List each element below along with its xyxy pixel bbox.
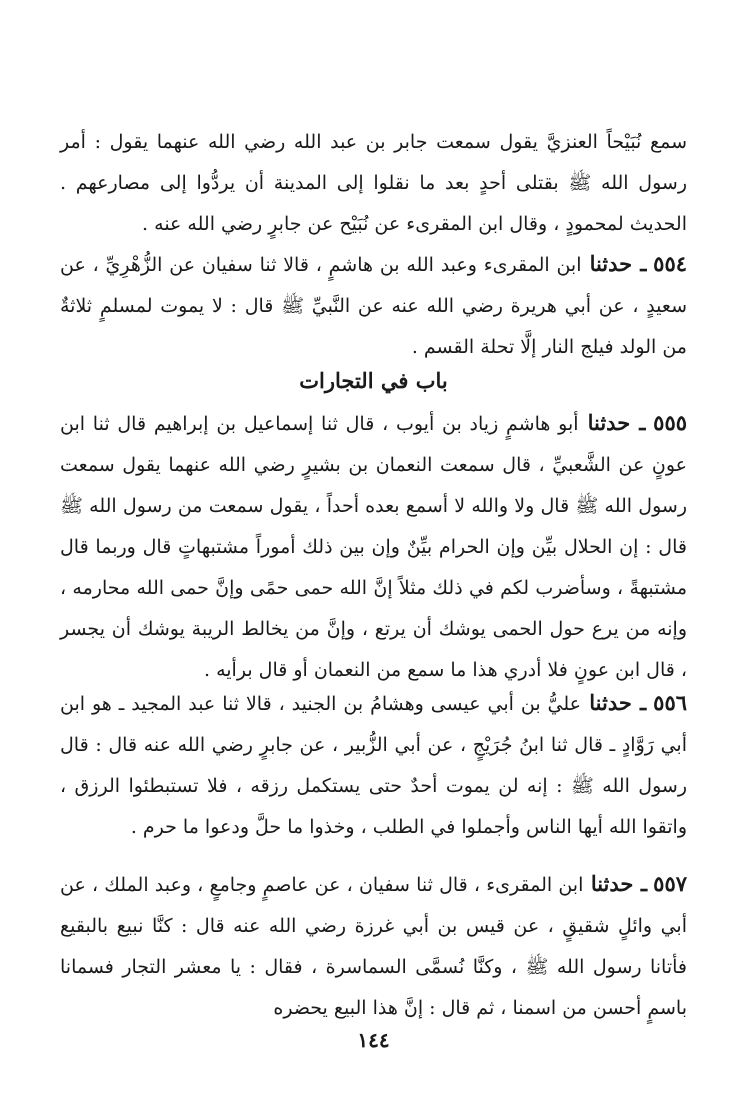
hadith-number: ٥٥٧ — [653, 871, 688, 896]
hadith-557-body — [60, 863, 687, 1029]
hadith-554-body — [60, 243, 687, 368]
page-number: ١٤٤ — [357, 1028, 390, 1052]
hadith-554 — [60, 243, 687, 368]
hadith-556 — [60, 682, 687, 848]
hadith-text: ابن المقرىء ، قال ثنا سفيان ، عن عاصمٍ وجامعٍ ، وعبد الملك ، عن أبي وائلٍ شقيقٍ ، عن قيس بن أبي غرزة رضي الله عنه قال : كنَّا نبيع بالبقيع فأتانا رسول الله ﷺ ، وكنَّا نُسمَّى السماسرة ، فقال : يا معشر التجار فسمانا باسمٍ أحسن من اسمنا ، ثم قال : إنَّ هذا البيع يحضره — [60, 874, 687, 1019]
hadith-text: ابن المقرىء وعبد الله بن هاشمٍ ، قالا ثنا سفيان عن الزُّهْرِيِّ ، عن سعيدٍ ، عن أبي هريرة رضي الله عنه عن النَّبيِّ ﷺ قال : لا يموت لمسلمٍ ثلاثةٌ من الولد فيلج النار إلَّا تحلة القسم . — [60, 254, 687, 358]
hadith-number: ٥٥٦ — [653, 690, 688, 715]
hadith-keyword-text: حدثنا — [589, 690, 632, 715]
hadith-557 — [60, 863, 687, 1029]
hadith-keyword-text: حدثنا — [590, 871, 634, 896]
hadith-text: أبو هاشمٍ زياد بن أيوب ، قال ثنا إسماعيل بن إبراهيم قال ثنا ابن عونٍ عن الشَّعبيِّ ، قال سمعت النعمان بن بشيرٍ رضي الله عنهما يقول سمعت رسول الله ﷺ قال ولا والله لا أسمع بعده أحداً ، يقول سمعت من رسول الله ﷺ قال : إن الحلال بيِّن وإن الحرام بيِّنٌ وإن بين ذلك أموراً مشتبهاتٍ قال وربما قال مشتبهةً ، وسأضرب لكم في ذلك مثلاً إنَّ الله حمى حمًى وإنَّ حمى الله محارمه ، وإنه من يرع حول الحمى يوشك أن يرتع ، وإنَّ من يخالط الريبة يوشك أن يجسر ، قال ابن عونٍ فلا أدري هذا ما سمع من النعمان أو قال برأيه . — [60, 413, 687, 681]
hadith-555 — [60, 402, 687, 691]
hadith-555-body — [60, 402, 687, 691]
hadith-keyword: ـ حدثنا — [589, 690, 647, 715]
hadith-keyword: ـ حدثنا — [589, 251, 647, 276]
paragraph-text: سمع نُبَيْحاً العنزيَّ يقول سمعت جابر بن عبد الله رضي الله عنهما يقول : أمر رسول الله ﷺ بقتلى أحدٍ بعد ما نقلوا إلى المدينة أن يردُّوا إلى مصارعهم . الحديث لمحمودٍ ، وقال ابن المقرىء عن نُبَيْح عن جابرٍ رضي الله عنه . — [60, 131, 687, 235]
hadith-number: ٥٥٤ — [653, 251, 688, 276]
hadith-keyword: ـ حدثنا — [587, 410, 646, 435]
hadith-keyword-text: حدثنا — [587, 410, 631, 435]
hadith-keyword: ـ حدثنا — [590, 871, 647, 896]
hadith-556-body — [60, 682, 687, 848]
hadith-keyword-text: حدثنا — [589, 251, 633, 276]
hadith-text: عليُّ بن أبي عيسى وهشامُ بن الجنيد ، قالا ثنا عبد المجيد ـ هو ابن أبي رَوَّادٍ ـ قال ثنا ابنُ جُرَيْجٍ ، عن أبي الزُّبير ، عن جابرٍ رضي الله عنه قال : قال رسول الله ﷺ : إنه لن يموت أحدٌ حتى يستكمل رزقه ، فلا تستبطئوا الرزق ، واتقوا الله أيها الناس وأجملوا في الطلب ، وخذوا ما حلَّ ودعوا ما حرم . — [60, 693, 687, 838]
paragraph-intro — [60, 122, 687, 245]
hadith-number: ٥٥٥ — [653, 410, 688, 435]
section-heading: باب في التجارات — [299, 368, 448, 393]
